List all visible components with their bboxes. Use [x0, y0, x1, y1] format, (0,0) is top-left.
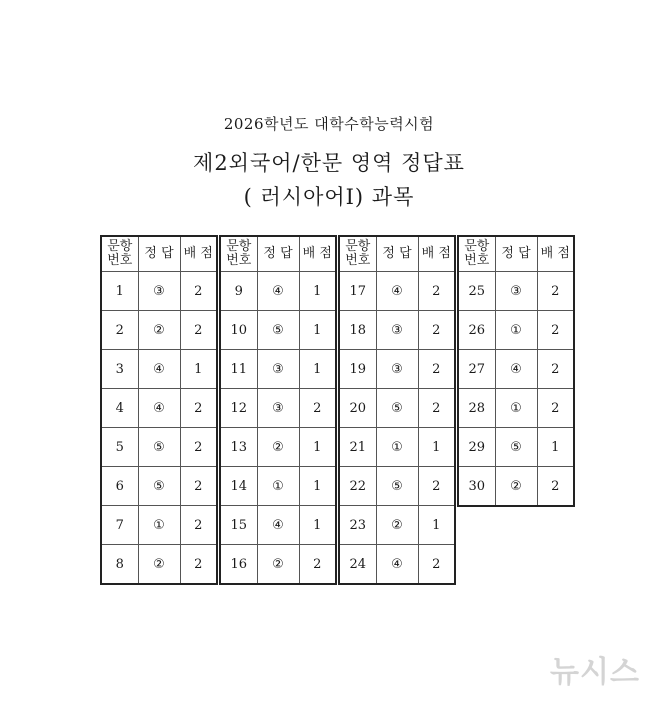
table-header-row — [339, 236, 455, 272]
points-cell: 2 — [180, 467, 217, 506]
answer-cell: ② — [376, 506, 418, 545]
answer-table — [219, 235, 337, 585]
points-cell: 2 — [537, 311, 574, 350]
header-answer: 정 답 — [257, 236, 299, 272]
points-cell: 2 — [180, 506, 217, 545]
question-number-cell: 23 — [339, 506, 376, 545]
header-question-number-line2: 번호 — [107, 253, 133, 268]
points-cell: 2 — [180, 311, 217, 350]
header-question-number-line1: 문항 — [226, 239, 252, 254]
points-cell: 2 — [537, 350, 574, 389]
question-number-cell: 9 — [220, 272, 257, 311]
header-points: 배 점 — [299, 236, 336, 272]
table-row — [101, 311, 217, 350]
answer-cell: ⑤ — [138, 428, 180, 467]
answer-cell: ⑤ — [376, 467, 418, 506]
points-cell: 2 — [418, 311, 455, 350]
question-number-cell: 21 — [339, 428, 376, 467]
table-row — [220, 311, 336, 350]
answer-cell: ① — [376, 428, 418, 467]
question-number-cell: 20 — [339, 389, 376, 428]
table-row — [339, 311, 455, 350]
table-row — [101, 506, 217, 545]
table-row — [458, 311, 574, 350]
table-header-row — [458, 236, 574, 272]
points-cell: 2 — [418, 350, 455, 389]
question-number-cell: 13 — [220, 428, 257, 467]
points-cell: 2 — [418, 389, 455, 428]
answer-cell: ① — [495, 389, 537, 428]
table-row — [220, 506, 336, 545]
points-cell: 1 — [299, 467, 336, 506]
header-question-number — [339, 236, 376, 272]
question-number-cell: 25 — [458, 272, 495, 311]
table-row — [101, 467, 217, 506]
answer-cell: ② — [257, 545, 299, 585]
answer-cell: ② — [257, 428, 299, 467]
header-question-number — [458, 236, 495, 272]
header-answer: 정 답 — [376, 236, 418, 272]
table-row — [220, 389, 336, 428]
answer-table — [338, 235, 456, 585]
question-number-cell: 16 — [220, 545, 257, 585]
answer-cell: ④ — [257, 506, 299, 545]
header-question-number-line2: 번호 — [345, 253, 371, 268]
header-points: 배 점 — [418, 236, 455, 272]
answer-cell: ① — [138, 506, 180, 545]
header-question-number-line2: 번호 — [464, 253, 490, 268]
page-title: 제2외국어/한문 영역 정답표 — [193, 151, 465, 175]
answer-cell: ⑤ — [138, 467, 180, 506]
question-number-cell: 18 — [339, 311, 376, 350]
header-question-number-line1: 문항 — [464, 239, 490, 254]
answer-cell: ④ — [376, 272, 418, 311]
points-cell: 1 — [418, 428, 455, 467]
answer-cell: ④ — [376, 545, 418, 585]
table-row — [101, 350, 217, 389]
answer-cell: ④ — [495, 350, 537, 389]
points-cell: 2 — [418, 467, 455, 506]
points-cell: 2 — [180, 389, 217, 428]
answer-cell: ③ — [495, 272, 537, 311]
answer-cell: ② — [138, 545, 180, 585]
table-row — [339, 350, 455, 389]
answer-cell: ② — [138, 311, 180, 350]
answer-cell: ① — [257, 467, 299, 506]
header-answer: 정 답 — [138, 236, 180, 272]
header-points: 배 점 — [180, 236, 217, 272]
question-number-cell: 11 — [220, 350, 257, 389]
question-number-cell: 14 — [220, 467, 257, 506]
points-cell: 2 — [418, 545, 455, 585]
question-number-cell: 17 — [339, 272, 376, 311]
answer-cell: ⑤ — [495, 428, 537, 467]
points-cell: 2 — [180, 545, 217, 585]
answer-table — [457, 235, 575, 507]
header-question-number — [101, 236, 138, 272]
table-row — [458, 467, 574, 507]
table-row — [339, 467, 455, 506]
question-number-cell: 10 — [220, 311, 257, 350]
table-header-row — [101, 236, 217, 272]
answer-cell: ⑤ — [257, 311, 299, 350]
question-number-cell: 2 — [101, 311, 138, 350]
table-row — [220, 350, 336, 389]
points-cell: 1 — [180, 350, 217, 389]
answer-cell: ④ — [138, 350, 180, 389]
points-cell: 2 — [180, 272, 217, 311]
points-cell: 2 — [537, 272, 574, 311]
header-question-number — [220, 236, 257, 272]
question-number-cell: 12 — [220, 389, 257, 428]
answer-cell: ③ — [138, 272, 180, 311]
watermark-logo: 뉴시스 — [550, 655, 640, 690]
answer-cell: ④ — [138, 389, 180, 428]
points-cell: 1 — [299, 311, 336, 350]
table-row — [339, 506, 455, 545]
answer-cell: ① — [495, 311, 537, 350]
table-row — [458, 272, 574, 311]
table-row — [101, 545, 217, 585]
points-cell: 2 — [299, 389, 336, 428]
question-number-cell: 6 — [101, 467, 138, 506]
question-number-cell: 15 — [220, 506, 257, 545]
question-number-cell: 29 — [458, 428, 495, 467]
table-row — [458, 350, 574, 389]
table-row — [220, 467, 336, 506]
exam-title: 2026학년도 대학수학능력시험 — [223, 115, 435, 133]
points-cell: 1 — [299, 506, 336, 545]
question-number-cell: 4 — [101, 389, 138, 428]
points-cell: 2 — [418, 272, 455, 311]
answer-cell: ③ — [376, 311, 418, 350]
points-cell: 1 — [299, 350, 336, 389]
question-number-cell: 8 — [101, 545, 138, 585]
points-cell: 1 — [537, 428, 574, 467]
points-cell: 1 — [299, 272, 336, 311]
question-number-cell: 7 — [101, 506, 138, 545]
table-row — [101, 389, 217, 428]
answer-cell: ④ — [257, 272, 299, 311]
points-cell: 2 — [299, 545, 336, 585]
question-number-cell: 19 — [339, 350, 376, 389]
table-row — [101, 272, 217, 311]
answer-cell: ③ — [257, 350, 299, 389]
question-number-cell: 27 — [458, 350, 495, 389]
question-number-cell: 5 — [101, 428, 138, 467]
answer-cell: ② — [495, 467, 537, 507]
header-points: 배 점 — [537, 236, 574, 272]
answer-cell: ③ — [376, 350, 418, 389]
points-cell: 2 — [180, 428, 217, 467]
table-row — [220, 272, 336, 311]
answer-cell: ⑤ — [376, 389, 418, 428]
answer-cell: ③ — [257, 389, 299, 428]
points-cell: 1 — [299, 428, 336, 467]
table-row — [339, 428, 455, 467]
table-row — [339, 272, 455, 311]
table-row — [220, 428, 336, 467]
header-answer: 정 답 — [495, 236, 537, 272]
table-row — [458, 389, 574, 428]
table-row — [339, 545, 455, 585]
header-question-number-line2: 번호 — [226, 253, 252, 268]
question-number-cell: 3 — [101, 350, 138, 389]
points-cell: 2 — [537, 389, 574, 428]
points-cell: 1 — [418, 506, 455, 545]
question-number-cell: 26 — [458, 311, 495, 350]
table-row — [101, 428, 217, 467]
question-number-cell: 1 — [101, 272, 138, 311]
subject-title: ( 러시아어Ⅰ) 과목 — [243, 185, 415, 209]
question-number-cell: 30 — [458, 467, 495, 507]
question-number-cell: 28 — [458, 389, 495, 428]
header-question-number-line1: 문항 — [107, 239, 133, 254]
table-row — [339, 389, 455, 428]
header-question-number-line1: 문항 — [345, 239, 371, 254]
table-header-row — [220, 236, 336, 272]
question-number-cell: 24 — [339, 545, 376, 585]
table-row — [458, 428, 574, 467]
points-cell: 2 — [537, 467, 574, 507]
table-row — [220, 545, 336, 585]
question-number-cell: 22 — [339, 467, 376, 506]
answer-table — [100, 235, 218, 585]
